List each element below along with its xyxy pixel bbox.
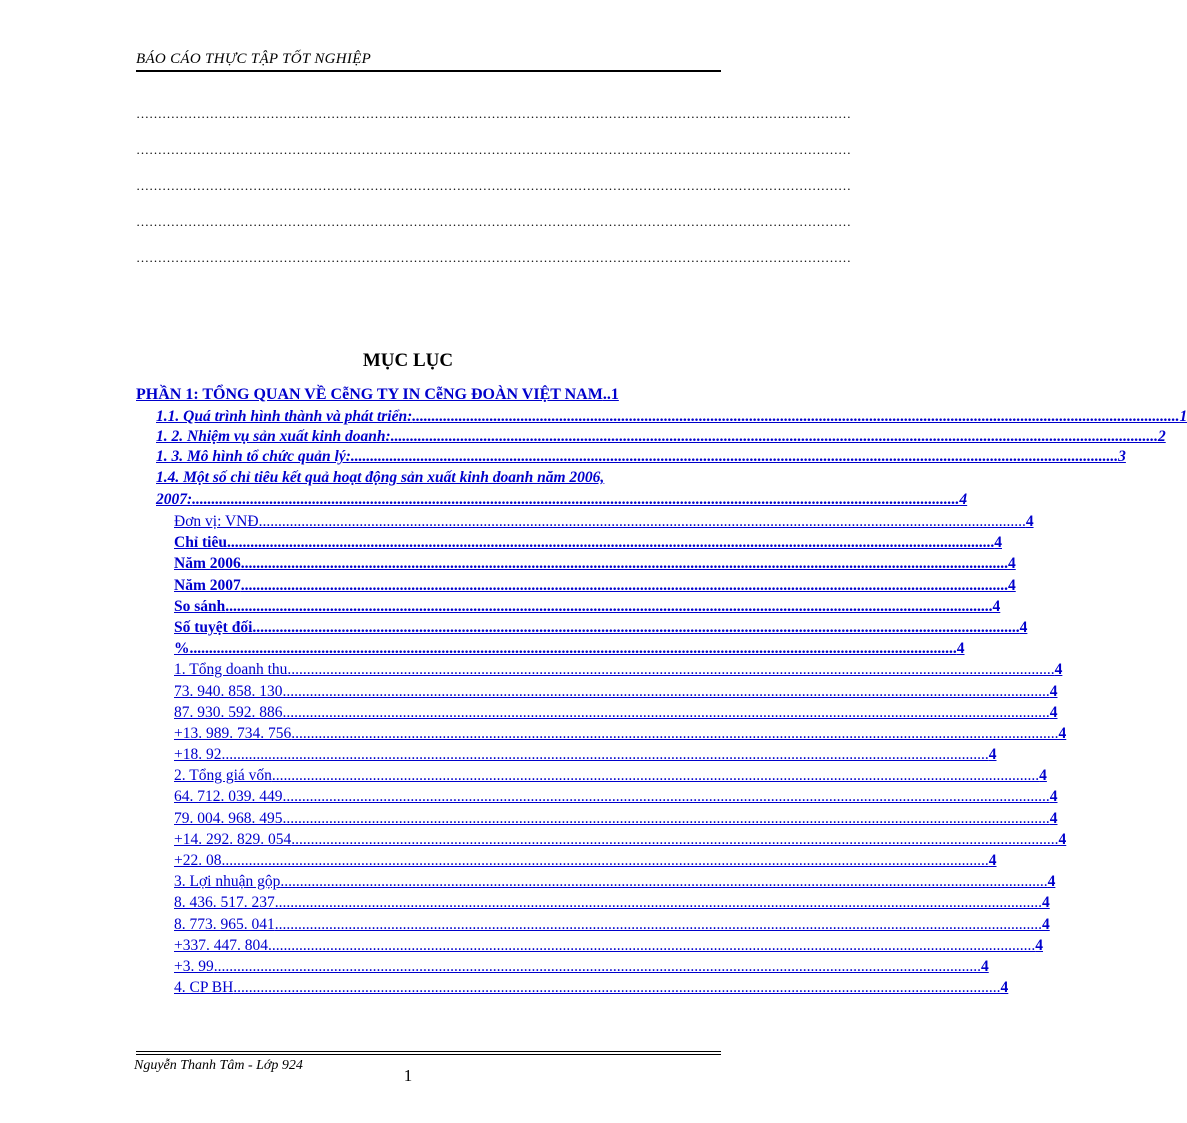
toc-leader: ...................................................................................................................................................................................................... bbox=[291, 724, 1059, 742]
toc-leader: ...................................................................................................................................................................................................... bbox=[258, 513, 1026, 530]
toc-entry-text: 1. 2. Nhiệm vụ sản xuất kinh doanh: bbox=[156, 428, 391, 445]
toc-entry-page: 2 bbox=[1157, 428, 1166, 445]
toc-entry-text: +337. 447. 804 bbox=[174, 936, 268, 954]
toc-entry-page: 4 bbox=[992, 597, 1001, 615]
toc-entry-text: +3. 99 bbox=[174, 957, 214, 975]
toc-entry-criteria[interactable] bbox=[174, 532, 1002, 553]
toc-leader: ...................................................................................................................................................................................................... bbox=[192, 491, 960, 508]
toc-entry-value[interactable] bbox=[174, 892, 1050, 913]
toc-entry-page: 4 bbox=[1039, 767, 1047, 785]
page-number: 1 bbox=[403, 1066, 413, 1085]
toc-entry-page: 4 bbox=[1042, 915, 1050, 933]
toc-entry-page: 4 bbox=[1049, 788, 1058, 806]
toc-entry-text: +22. 08 bbox=[174, 852, 222, 869]
toc-entry-page: 4 bbox=[1007, 555, 1016, 573]
toc-entry-page: 4 bbox=[1058, 830, 1067, 848]
toc-entry-comparison[interactable] bbox=[174, 596, 1001, 617]
toc-entry-page: 4 bbox=[1049, 682, 1058, 700]
dotted-line: ………………………………………………………………………………………………………………………………………………… bbox=[136, 178, 851, 193]
toc-entry-value[interactable] bbox=[174, 914, 1050, 935]
toc-entry-value[interactable] bbox=[174, 702, 1058, 723]
toc-entry-text: 1. Tổng doanh thu bbox=[174, 661, 288, 679]
toc-entry-page: 4 bbox=[1058, 724, 1067, 742]
toc-entry-year-2007[interactable] bbox=[174, 575, 1016, 596]
toc-leader: ...................................................................................................................................................................................................... bbox=[233, 979, 1001, 997]
toc-leader: ...................................................................................................................................................................................................... bbox=[274, 915, 1042, 933]
toc-leader: ...................................................................................................................................................................................................... bbox=[225, 597, 993, 615]
footer-author: Nguyễn Thanh Tâm - Lớp 924 bbox=[134, 1058, 303, 1073]
toc-entry-total-revenue[interactable] bbox=[174, 659, 1063, 680]
header-title: BÁO CÁO THỰC TẬP TỐT NGHIỆP bbox=[136, 51, 372, 67]
toc-entry-1-1[interactable] bbox=[156, 407, 1187, 427]
toc-entry-text: 2007: bbox=[156, 491, 193, 508]
toc-entry-1-3[interactable] bbox=[156, 447, 1126, 467]
toc-entry-page: 4 bbox=[981, 957, 989, 975]
toc-leader: ...................................................................................................................................................................................................... bbox=[226, 534, 995, 552]
toc-entry-page: ..1 bbox=[602, 386, 619, 403]
toc-leader: ...................................................................................................................................................................................................... bbox=[282, 682, 1050, 700]
toc-entry-text: +14. 292. 829. 054 bbox=[174, 830, 292, 848]
toc-entry-page: 4 bbox=[1025, 513, 1034, 530]
toc-entry-page: 4 bbox=[988, 852, 997, 869]
toc-leader: ...................................................................................................................................................................................................... bbox=[268, 936, 1036, 954]
toc-entry-page: 4 bbox=[1049, 809, 1058, 827]
toc-leader: ...................................................................................................................................................................................................... bbox=[213, 957, 981, 975]
toc-entry-text: PHẦN 1: TỔNG QUAN VỀ CễNG TY IN CễNG ĐOÀN VIỆT NAM bbox=[136, 386, 603, 403]
toc-entry-1-2[interactable] bbox=[156, 427, 1166, 447]
toc-entry-selling-cost[interactable] bbox=[174, 977, 1009, 998]
toc-leader: ...................................................................................................................................................................................................... bbox=[280, 873, 1048, 891]
toc-entry-value[interactable] bbox=[174, 808, 1058, 829]
toc-entry-value[interactable] bbox=[174, 786, 1058, 807]
toc-entry-total-cost[interactable] bbox=[174, 765, 1047, 786]
toc-entry-1-4[interactable] bbox=[156, 467, 720, 489]
toc-entry-value[interactable] bbox=[174, 935, 1043, 956]
toc-entry-gross-profit[interactable] bbox=[174, 871, 1056, 892]
toc-title: MỤC LỤC bbox=[362, 350, 454, 371]
toc-entry-value[interactable] bbox=[174, 850, 997, 871]
toc-entry-text: 64. 712. 039. 449 bbox=[174, 788, 283, 806]
toc-entry-page: 4 bbox=[1047, 873, 1056, 891]
toc-entry-text: +18. 92 bbox=[174, 746, 222, 764]
toc-entry-text: 1.1. Quá trình hình thành và phát triển: bbox=[156, 408, 413, 425]
dotted-line: ………………………………………………………………………………………………………………………………………………… bbox=[136, 106, 851, 121]
dotted-line: ………………………………………………………………………………………………………………………………………………… bbox=[136, 250, 851, 265]
toc-entry-value[interactable] bbox=[174, 829, 1067, 850]
toc-entry-page: 4 bbox=[956, 640, 965, 658]
toc-entry-text: 1.4. Một số chỉ tiêu kết quả hoạt động sản xuất kinh doanh năm 2006, bbox=[156, 469, 605, 486]
toc-entry-part-1[interactable] bbox=[136, 383, 720, 407]
toc-entry-text: 79. 004. 968. 495 bbox=[174, 809, 283, 827]
toc-entry-unit[interactable] bbox=[174, 511, 1034, 532]
toc-entry-page: 4 bbox=[1054, 661, 1063, 679]
toc-entry-page: 4 bbox=[1019, 618, 1028, 636]
toc-entry-text: So sánh bbox=[174, 597, 226, 615]
toc-leader: ...................................................................................................................................................................................................... bbox=[282, 703, 1050, 721]
toc-leader: ...................................................................................................................................................................................................... bbox=[274, 894, 1042, 912]
toc-entry-text: 1. 3. Mô hình tổ chức quản lý: bbox=[156, 448, 351, 465]
toc-entry-text: 73. 940. 858. 130 bbox=[174, 682, 283, 700]
toc-entry-absolute[interactable] bbox=[174, 617, 1028, 638]
toc-leader: ...................................................................................................................................................................................................... bbox=[221, 746, 989, 764]
toc-entry-page: 4 bbox=[1035, 936, 1043, 954]
dotted-line: ………………………………………………………………………………………………………………………………………………… bbox=[136, 214, 851, 229]
toc-entry-year-2006[interactable] bbox=[174, 553, 1016, 574]
toc-entry-text: 3. Lợi nhuận gộp bbox=[174, 873, 281, 891]
dotted-line: ………………………………………………………………………………………………………………………………………………… bbox=[136, 142, 851, 157]
toc-entry-page: 4 bbox=[994, 534, 1002, 552]
toc-entry-page: 3 bbox=[1118, 448, 1126, 465]
toc-entry-text: 4. CP BH bbox=[174, 979, 234, 997]
toc-entry-text: Chỉ tiêu bbox=[174, 534, 227, 552]
toc-entry-text: Đơn vị: VNĐ bbox=[174, 513, 259, 530]
toc-entry-1-4-cont[interactable] bbox=[156, 489, 968, 511]
toc-entry-text: Số tuyệt đối bbox=[174, 618, 253, 636]
toc-entry-text: 2. Tổng giá vốn bbox=[174, 767, 272, 785]
toc-leader: ...................................................................................................................................................................................................... bbox=[189, 640, 957, 658]
toc-entry-value[interactable] bbox=[174, 681, 1058, 702]
toc-leader: ...................................................................................................................................................................................................... bbox=[287, 661, 1055, 679]
toc-entry-text: 8. 773. 965. 041 bbox=[174, 915, 275, 933]
toc-entry-page: 4 bbox=[1042, 894, 1050, 912]
toc-entry-text: % bbox=[174, 640, 190, 658]
toc-entry-value[interactable] bbox=[174, 744, 997, 765]
toc-entry-page: 1 bbox=[1179, 408, 1187, 425]
toc-entry-text: 8. 436. 517. 237 bbox=[174, 894, 275, 912]
toc-entry-page: 4 bbox=[1007, 576, 1016, 594]
toc-leader: ...................................................................................................................................................................................................... bbox=[271, 767, 1040, 785]
toc-entry-page: 4 bbox=[959, 491, 968, 508]
footer-divider bbox=[136, 1051, 721, 1052]
toc-entry-text: Năm 2007 bbox=[174, 576, 241, 594]
toc-leader: ...................................................................................................................................................................................................... bbox=[240, 555, 1008, 573]
page-header bbox=[136, 48, 721, 72]
toc-entry-page: 4 bbox=[1000, 979, 1009, 997]
footer-divider bbox=[136, 1054, 721, 1055]
toc-leader: ...................................................................................................................................................................................................... bbox=[291, 830, 1059, 848]
toc-entry-value[interactable] bbox=[174, 723, 1067, 744]
toc-leader: ...................................................................................................................................................................................................... bbox=[221, 852, 989, 869]
toc-leader: ...................................................................................................................................................................................................... bbox=[282, 788, 1050, 806]
toc-leader: ...................................................................................................................................................................................................... bbox=[282, 809, 1050, 827]
toc-entry-page: 4 bbox=[1049, 703, 1058, 721]
toc-leader: ...................................................................................................................................................................................................... bbox=[390, 428, 1158, 445]
toc-leader: ...................................................................................................................................................................................................... bbox=[412, 408, 1180, 425]
table-of-contents bbox=[136, 383, 1187, 998]
toc-leader: ...................................................................................................................................................................................................... bbox=[252, 618, 1020, 636]
toc-entry-value[interactable] bbox=[174, 956, 989, 977]
toc-leader: ...................................................................................................................................................................................................... bbox=[240, 576, 1008, 594]
toc-entry-page: 4 bbox=[988, 746, 997, 764]
toc-entry-text: +13. 989. 734. 756 bbox=[174, 724, 292, 742]
toc-leader: ...................................................................................................................................................................................................... bbox=[350, 448, 1119, 465]
toc-entry-text: Năm 2006 bbox=[174, 555, 241, 573]
toc-entry-text: 87. 930. 592. 886 bbox=[174, 703, 283, 721]
toc-entry-percent[interactable] bbox=[174, 638, 965, 659]
